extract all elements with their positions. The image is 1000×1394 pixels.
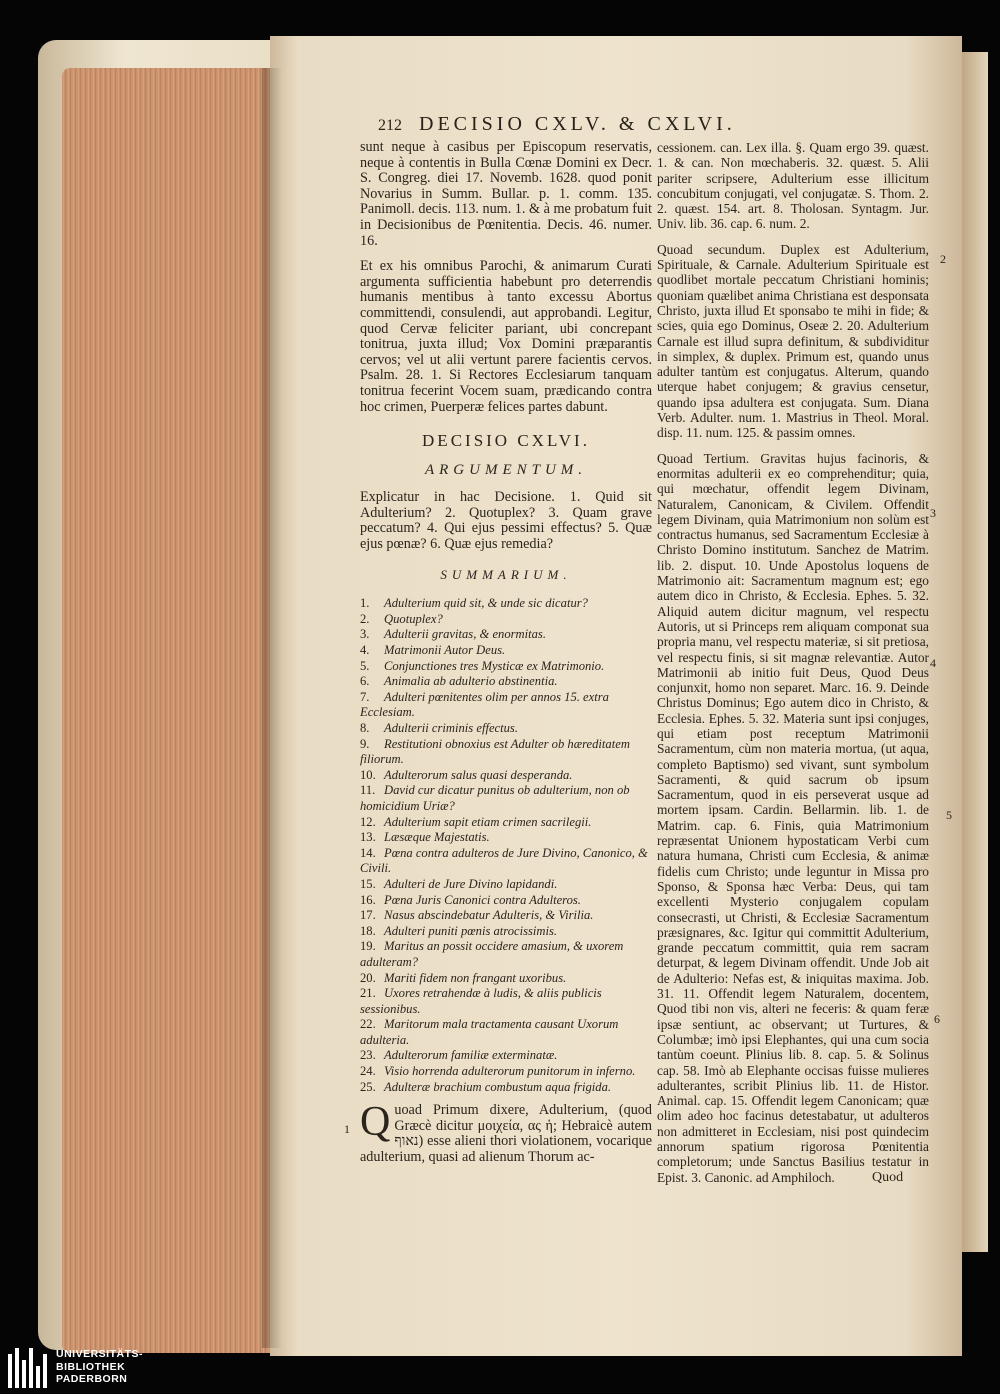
right-column [657,140,929,1195]
summary-item-number: 7. [360,689,370,704]
summary-item-text: Adulteri pœnitentes olim per annos 15. extra Ecclesiam. [360,689,609,720]
running-head-title: DECISIO CXLV. & CXLVI. [419,113,736,135]
summary-item [360,612,652,628]
gutter-shadow [262,68,282,1348]
summary-item-number: 17. [360,908,376,923]
summary-item-text: Adulterorum salus quasi desperanda. [384,767,573,782]
summary-item [360,721,652,737]
summary-item-number: 14. [360,845,376,860]
summary-item-text: Matrimonii Autor Deus. [384,643,506,658]
margin-number: 5 [946,808,952,822]
summary-item [360,627,652,643]
summary-item-text: Visio horrenda adulterorum punitorum in inferno. [384,1064,636,1079]
summary-item-number: 10. [360,767,376,782]
summary-item [360,659,652,675]
catchword: Quod [872,1170,904,1185]
summary-item-number: 11. [360,783,376,798]
summary-item-text: Adulteri de Jure Divino lapidandi. [384,876,558,891]
summary-item-text: Mariti fidem non frangant uxoribus. [384,970,567,985]
summary-item [360,596,652,612]
summary-item-text: Adulterii gravitas, & enormitas. [384,627,546,642]
summary-item-number: 25. [360,1079,376,1094]
summary-item-text: Maritorum mala tractamenta causant Uxorum adulteria. [360,1017,619,1047]
paragraph: Quoad secundum. Duplex est Adulterium, Spirituale, & Carnale. Adulterium Spirituale est quodlibet mortale peccatum Christiani hominis; quoniam quælibet anima Christiana est desponsata Christo, juxta illud Et sponsabo te mihi in fide; & scies, quia ego Dominus, Oseæ 2. 20. Adulterium Carnale est illud supra definitum, & subdividitur in simplex, & duplex. Primum est, quando unus adulter tantùm est conjugatus. Alterum, quando uterque habet conjugem; & gravius censetur, quando ipsa adultera est conjugata. Sum. Diana Verb. Adulter. num. 1. Mastrius in Theol. Moral. disp. 11. num. 125. & passim omnes. [657,241,929,441]
margin-number: 1 [344,1122,350,1136]
paragraph: Quoad Tertium. Gravitas hujus facinoris, & enormitas adulterii ex eo comprehenditur; quia, qui mœchatur, offendit legem Divinam, Naturalem, Canonicam, & Civilem. Offendit legem Divinam, quia Matrimonium non solùm est contractus humanus, sed Sacramentum Ecclesiæ à Christo Domino institutum. Sanchez de Matrim. lib. 2. disput. 10. Unde Apostolus loquens de Matrimonio ait: Sacramentum magnum est; ego autem dico in Christo, & Ecclesia. Ephes. 5. 32. Aliquid autem dicitur magnum, vel respectu Autoris, ut si Princeps rem aliquam componat sua propria manu, vel respectu materiæ, si sit pretiosa, vel respectu finis, si sit magnæ relevantiæ. Autor Matrimonii ab initio fuit Deus, Quod Deus conjunxit, homo non separet. Marc. 16. 9. Deinde Christus Dominus; Ego autem dico in Christo, & Ecclesia. Ephes. 5. 32. Materia sunt ipsi conjuges, qui etiam post receptum Matrimonii Sacramentum, cùm non materia mortua, (ut aqua, completo Baptismo) sed vivant, sunt symbolum Sacramenti, & quid sacrum ob ipsum Sacramentum, quod in eis perseverat usque ad mortem ipsam. Cardin. Bellarmin. lib. 1. de Matrim. cap. 6. Finis, quia Matrimonium repræsentat Unionem hypostaticam Verbi cum natura humana, Christi cum Ecclesia, & animæ fidelis cum Christo; unde leguntur in Missa pro Sponso, & Sponsa hæc Verba: Deus, qui tam excellenti Mysterio conjugalem copulam consecrasti, ut Christi, & Ecclesiæ Sacramentum præsignares, &c. Igitur qui committit Adulterium, grande peccatum committit, quia rem sacram deturpat, & legem Divinam offendit. Unde Job ait de Adulterio: Nefas est, & iniquitas maxima. Job. 31. 11. Offendit legem Naturalem, docentem, Quod tibi non vis, alteri ne feceris: & quam feræ ipsæ sentiunt, ac observant; ut Turtures, & Columbæ; imò ipsi Elephantes, qui una cum socia tantùm coeunt. Plinius lib. 8. cap. 5. & Solinus cap. 58. Imò ab Elephante occisas fuisse mulieres adulterantes, scribit Plinius lib. 11. de Histor. Animal. cap. 15. Offendit legem Canonicam; quæ olim adeo hoc facinus detestabatur, ut adulteros non admitteret in Ecclesiam, nisi post quindecim annorum spatium rigorosa Pœnitentia completorum; unde Sanctus Basilius testatur in Epist. 3. Canonic. ad Amphiloch. [657,450,929,1185]
summary-item-number: 21. [360,986,376,1001]
summary-item-number: 15. [360,876,376,891]
summary-item-number: 19. [360,939,376,954]
paragraph: sunt neque à casibus per Episcopum reservatis, neque à contentis in Bulla Cœnæ Domini ex Decr. S. Congreg. diei 17. Novemb. 1628. quod ponit Novarius in Summ. Bullar. p. 1. comm. 135. Panimoll. decis. 113. num. 1. & à me probatum fuit in Decisionibus de Pœnitentia. Decis. 46. numer. 16. [360,139,652,249]
summary-item [360,971,652,987]
summary-item [360,908,652,924]
summary-item [360,643,652,659]
library-logo-bars-icon [8,1348,48,1388]
summary-item-number: 16. [360,892,376,907]
summary-item [360,939,652,970]
paragraph: cessionem. can. Lex illa. §. Quam ergo 39. quæst. 1. & can. Non mœchaberis. 32. quæst. 5. Alii pariter scripsere, Adulterium esse illicitum concubitum conjugati, vel conjugatæ. S. Thom. 2. 2. quæst. 154. art. 8. Tholosan. Syntagm. Jur. Univ. lib. 36. cap. 6. num. 2. [657,140,929,232]
drop-cap: Q [360,1099,391,1146]
summary-item-text: Adulterii criminis effectus. [384,721,518,735]
summary-item-number: 18. [360,923,376,938]
margin-number: 2 [940,252,946,266]
summary-item [360,893,652,909]
summary-item-number: 24. [360,1064,376,1079]
summary-item [360,674,652,690]
summary-item [360,846,652,877]
summary-item-text: Adulterorum familiæ exterminatæ. [384,1048,558,1063]
summary-item-number: 9. [360,736,370,751]
summary-item [360,737,652,768]
summary-list [360,596,652,1095]
facing-page-edge [962,52,988,1252]
summary-item-number: 3. [360,627,370,642]
summary-item-text: Læsæque Majestatis. [384,830,490,845]
summary-item-text: Uxores retrahendæ à ludis, & aliis publicis sessionibus. [360,986,602,1016]
summary-item-number: 4. [360,643,370,658]
margin-number: 6 [934,1012,940,1026]
opening-text: uoad Primum dixere, Adulterium, (quod Græcè dicitur μοιχεία, ας ἡ; Hebraicè autem נאוף) esse alieni thori violationem, vocarique adulterium, quasi ad alienum Thorum ac- [360,1102,652,1166]
summary-item-text: Nasus abscindebatur Adulteris, & Virilia. [384,908,594,923]
summary-item-number: 1. [360,596,370,611]
summary-item-text: Maritus an possit occidere amasium, & uxorem adulteram? [360,939,624,969]
summary-item [360,830,652,846]
summary-item [360,986,652,1017]
opening-paragraph [360,1099,652,1166]
summary-item-number: 6. [360,674,370,689]
summary-item [360,690,652,721]
left-column [360,140,652,1176]
summary-item-text: Adulteræ brachium combustum aqua frigida. [384,1079,612,1094]
summary-item-text: Conjunctiones tres Mysticæ ex Matrimonio. [384,658,605,673]
page-number: 212 [378,117,402,134]
summary-item [360,924,652,940]
summary-item-text: Adulteri puniti pœnis atrocissimis. [384,923,558,938]
summary-item-number: 23. [360,1048,376,1063]
argumentum-text: Explicatur in hac Decisione. 1. Quid sit Adulterium? 2. Quotuplex? 3. Quam grave peccatum? 4. Qui ejus pessimi effectus? 5. Quæ ejus pœnæ? 6. Quæ ejus remedia? [360,489,652,553]
summary-item [360,1080,652,1096]
summary-item [360,783,652,814]
argumentum-title: ARGUMENTUM. [424,461,588,478]
library-logo-text: UNIVERSITÄTS- BIBLIOTHEK PADERBORN [56,1348,144,1385]
summary-item [360,815,652,831]
summary-item-number: 20. [360,970,376,985]
summary-item [360,768,652,784]
summary-item-number: 12. [360,814,376,829]
library-logo [6,1340,166,1394]
summary-item-text: Adulterium quid sit, & unde sic dicatur? [384,596,588,611]
page-block-edge [62,68,272,1353]
summary-item-text: Adulterium sapit etiam crimen sacrilegii. [384,814,592,829]
summary-item [360,1017,652,1048]
summary-item-number: 22. [360,1017,376,1032]
decision-heading: DECISIO CXLVI. [422,431,590,451]
summary-item [360,1064,652,1080]
margin-number: 4 [930,656,936,670]
summary-item-number: 13. [360,830,376,845]
summary-item-text: Pœna contra adulteros de Jure Divino, Canonico, & Civili. [360,845,648,876]
summary-item-text: Quotuplex? [384,611,443,626]
summary-item-text: David cur dicatur punitus ob adulterium, non ob homicidium Uriæ? [360,783,630,813]
summary-item-text: Restitutioni obnoxius est Adulter ob hæreditatem filiorum. [360,736,630,767]
summary-item [360,877,652,893]
summary-item-number: 8. [360,721,370,735]
summary-item [360,1048,652,1064]
running-head [378,113,848,139]
margin-number: 3 [930,506,936,520]
summary-item-text: Pœna Juris Canonici contra Adulteros. [384,892,581,907]
summary-item-number: 5. [360,658,370,673]
paragraph: Et ex his omnibus Parochi, & animarum Curati argumenta sufficientia habebunt pro deterrendis humanis mentibus à tanto excessu Abortus committendi, consulendi, aut approbandi. Legitur, quod Cervæ feliciter pariant, ubi concrepant tonitrua, juxta illud; Vox Domini præparantis cervos; vel ut alii vertunt parere facientis cervos. Psalm. 28. 1. Si Rectores Ecclesiarum tanquam tonitrua fecerint Vocem suam, prædicando contra hoc crimen, Puerperæ felices partes dabunt. [360,258,652,415]
summary-item-text: Animalia ab adulterio abstinentia. [384,674,558,689]
summary-item-number: 2. [360,611,370,626]
summarium-title: SUMMARIUM. [440,566,572,582]
